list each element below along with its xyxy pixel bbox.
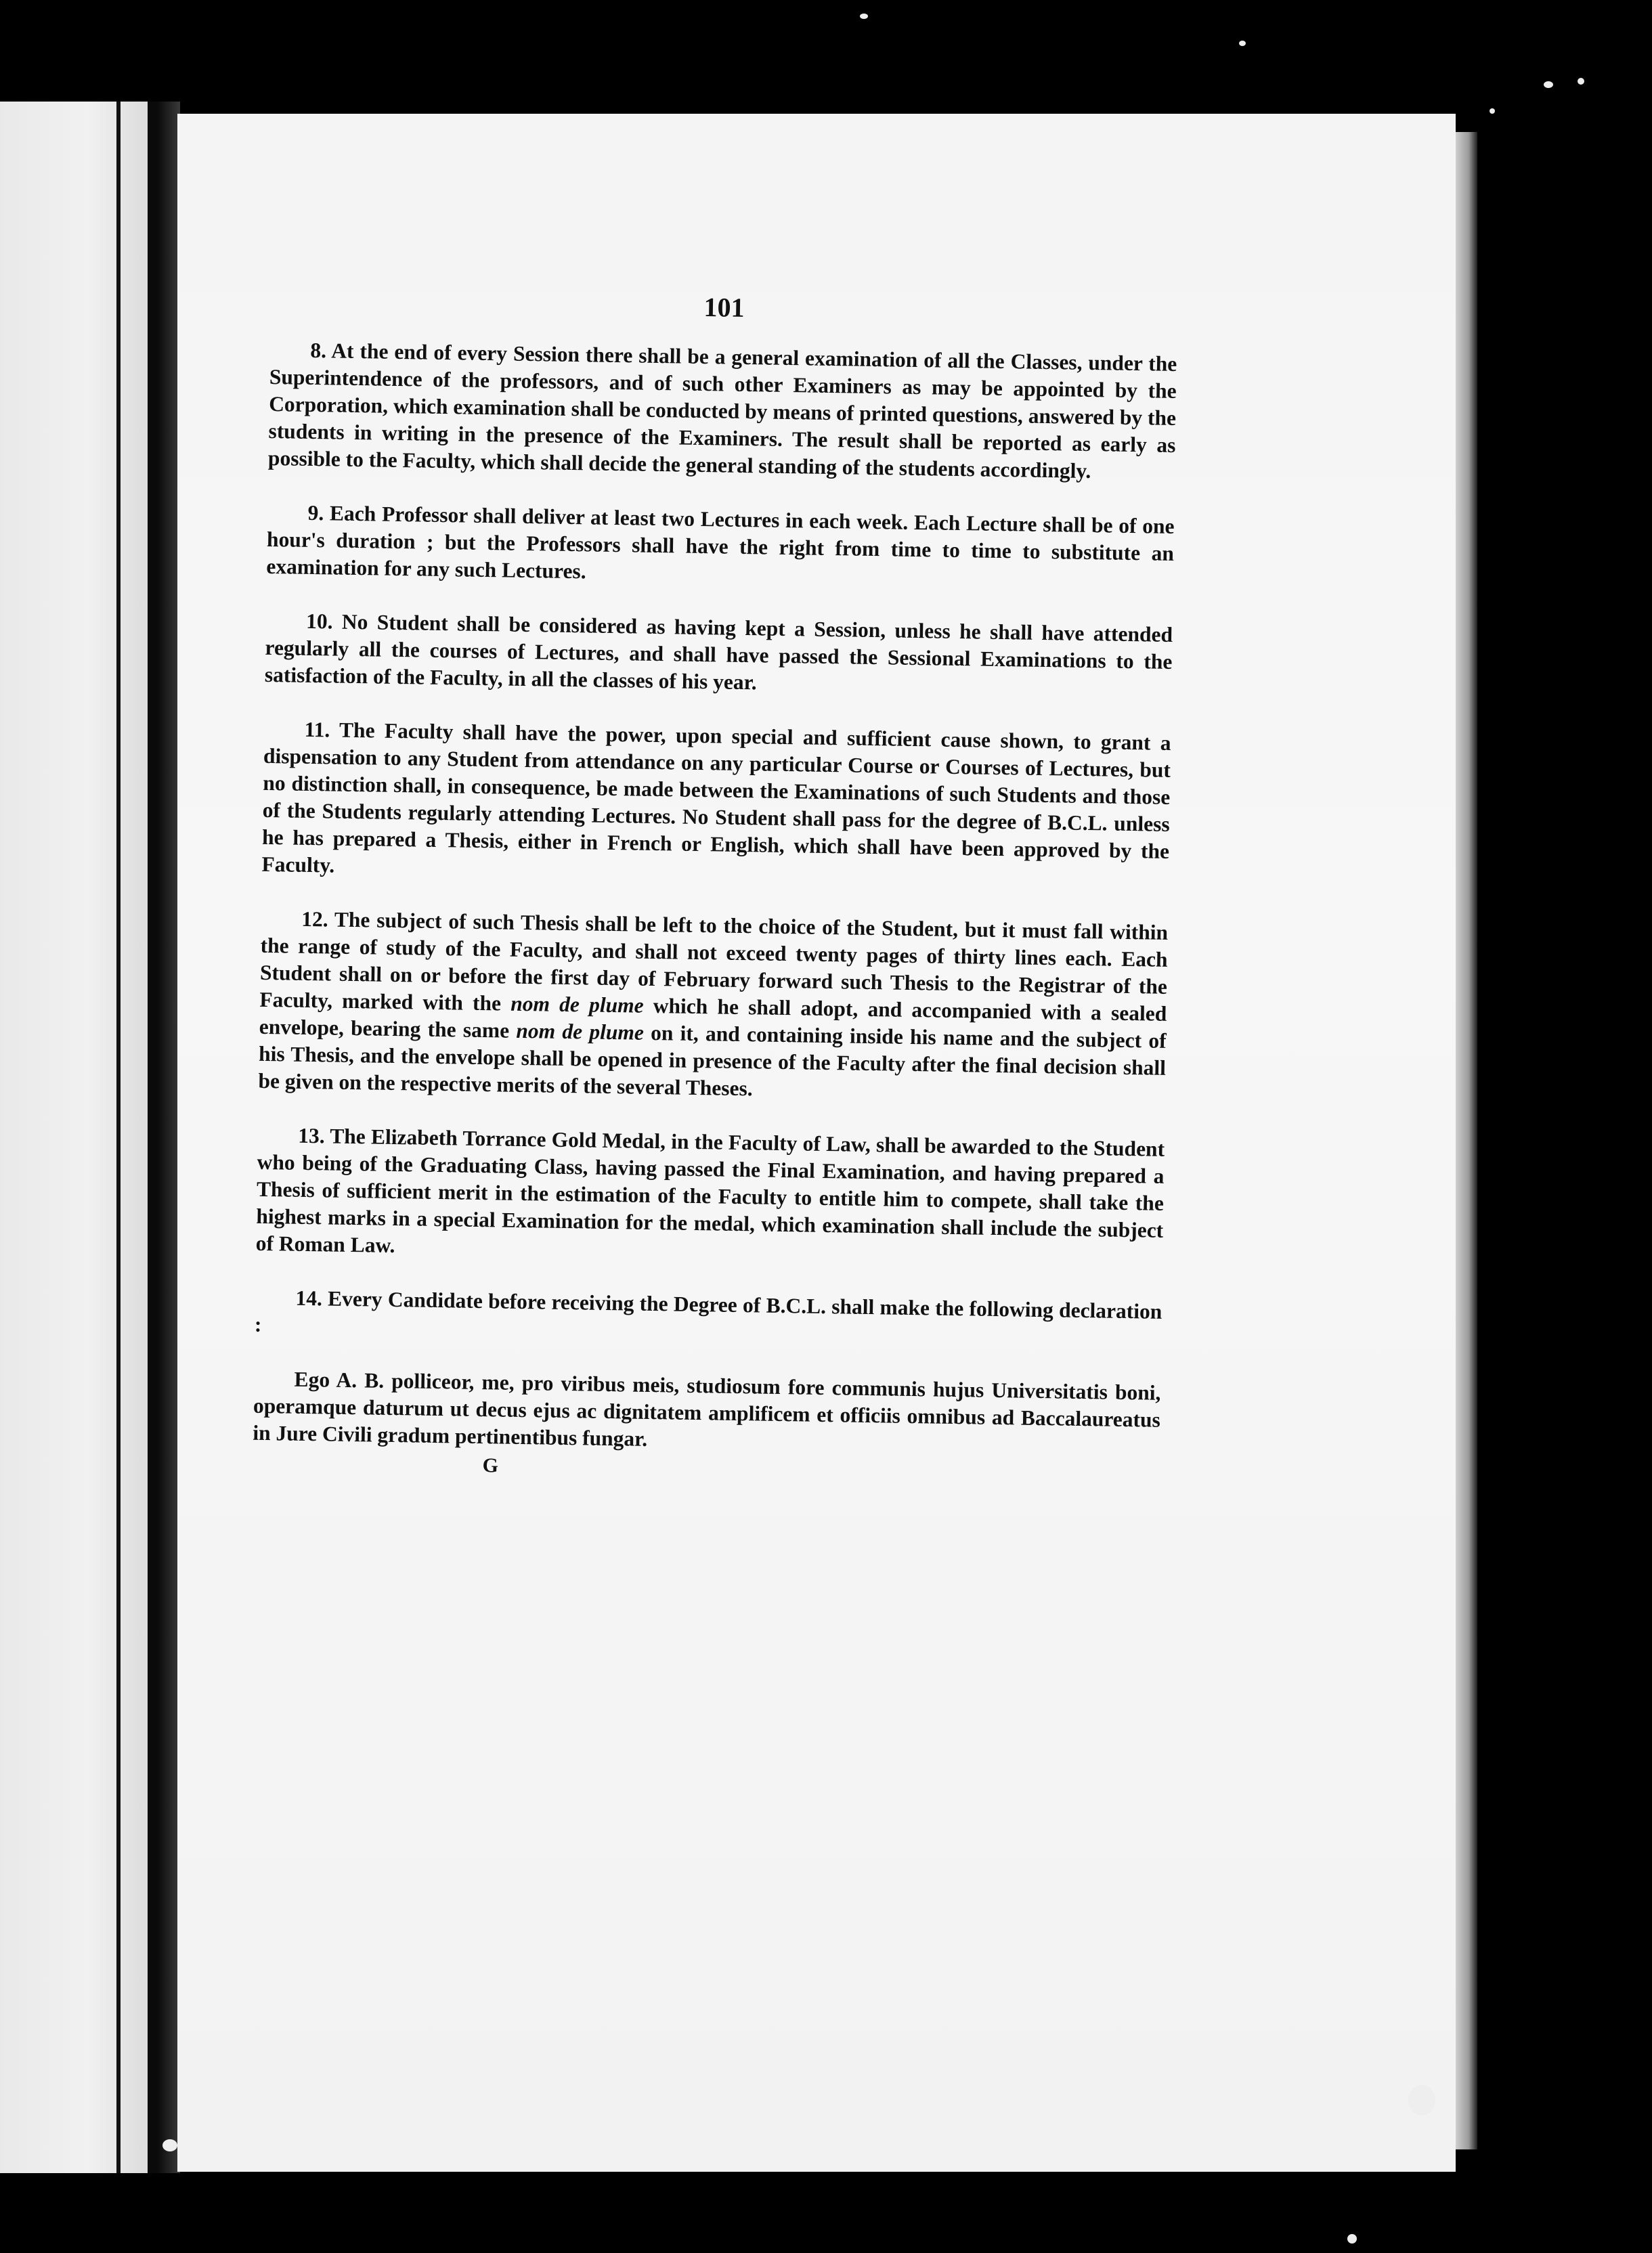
page-edge <box>1456 132 1477 2149</box>
dust-speck <box>1578 78 1584 85</box>
paragraph-number: 8. <box>310 338 327 363</box>
dust-speck <box>1408 2085 1435 2116</box>
paragraph-text: The Elizabeth Torrance Gold Medal, in the Faculty of Law, shall be awarded to the Student who being of the Graduating Class, having passed the Final Examination, and having prepared a Thesis of sufficient merit in the estimation of the Faculty to entitle him to compete, shall take the highest marks in a special Examination for the medal, which examination shall include the subject of Roman Law. <box>255 1124 1165 1258</box>
paragraph-text: Each Professor shall deliver at least two Lectures in each week. Each Lecture shall be of one hour's duration ; but the Professors shall have the right from time to time to substitute an examination for any such Lectures. <box>266 501 1175 584</box>
paragraph-text: The subject of such Thesis shall be left to the choice of the Student, but it must fall within the range of study of the Faculty, and shall not exceed twenty pages of thirty lines each. Each Student shall on or before the first day of February forward such Thesis to the Registrar of the Faculty, marked with the <box>259 907 1169 1015</box>
paragraph-number: 14. <box>295 1286 323 1311</box>
italic-term: nom de plume <box>510 991 644 1018</box>
regulation-paragraph <box>266 499 1175 594</box>
paragraph-text: which he shall adopt, and accompanied with a sealed envelope, bearing the same <box>259 994 1167 1043</box>
paragraph-number: 11. <box>304 717 330 742</box>
paragraph-text: The Faculty shall have the power, upon special and sufficient cause shown, to grant a dispensation to any Student from attendance on any particular Course or Courses of Lectures, but no distinction shall, in consequence, be made between the Examinations of such Students and those of the Students regularly attending Lectures. No Student shall pass for the degree of B.C.L. unless he has prepared a Thesis, either in French or English, which shall have been approved by the Faculty. <box>261 718 1171 877</box>
dust-speck <box>1347 2234 1357 2244</box>
paragraph-number: 13. <box>297 1123 325 1148</box>
paragraph-text: No Student shall be considered as having kept a Session, unless he shall have attended regularly all the courses of Lectures, and shall have passed the Sessional Examinations to the satisfaction of the Faculty, in all the classes of his year. <box>264 609 1173 695</box>
page-text <box>252 284 1177 1488</box>
latin-oath: Ego A. B. polliceor, me, pro viribus meis, studiosum fore communis hujus Universitatis boni, operamque daturum ut decus ejus ac dignitatem amplificem et officiis omnibus ad Baccalaureatus in Jure Civili gradum pertinentibus fungar. <box>253 1367 1161 1451</box>
regulation-paragraph <box>268 336 1177 486</box>
left-facing-page <box>0 102 148 2173</box>
paragraph-number: 12. <box>301 906 328 932</box>
dust-speck <box>860 14 868 19</box>
paragraph-number: 9. <box>307 500 324 525</box>
regulation-paragraph <box>258 905 1168 1109</box>
page-number: 101 <box>703 292 745 323</box>
regulation-paragraph <box>265 607 1173 703</box>
paragraph-text: Every Candidate before receiving the Degree of B.C.L. shall make the following declaration : <box>254 1286 1162 1336</box>
paragraph-number: 10. <box>305 609 333 634</box>
signature-mark: G <box>482 1454 499 1477</box>
dust-speck <box>1239 41 1246 46</box>
regulation-paragraph <box>255 1122 1165 1271</box>
paragraph-text: At the end of every Session there shall be a general examination of all the Classes, under the Superintendence of the professors, and of such other Examiners as may be appointed by the Corporation, which examination shall be conducted by means of printed questions, answered by the students in writing in the presence of the Examiners. The result shall be reported as early as possible to the Faculty, which shall decide the general standing of the students accordingly. <box>267 338 1177 483</box>
gutter-shadow <box>148 102 180 2173</box>
gutter-line <box>116 102 121 2173</box>
dust-speck <box>162 2139 177 2151</box>
regulation-paragraph <box>255 1284 1162 1353</box>
dust-speck <box>1544 81 1553 88</box>
dust-speck <box>1490 108 1495 114</box>
regulation-paragraph <box>261 716 1171 892</box>
italic-term: nom de plume <box>516 1018 645 1045</box>
paragraph-text: on it, and containing inside his name and the subject of his Thesis, and the envelope shall be opened in presence of the Faculty after the final decision shall be given on the respective merits of the several Theses. <box>258 1020 1167 1101</box>
